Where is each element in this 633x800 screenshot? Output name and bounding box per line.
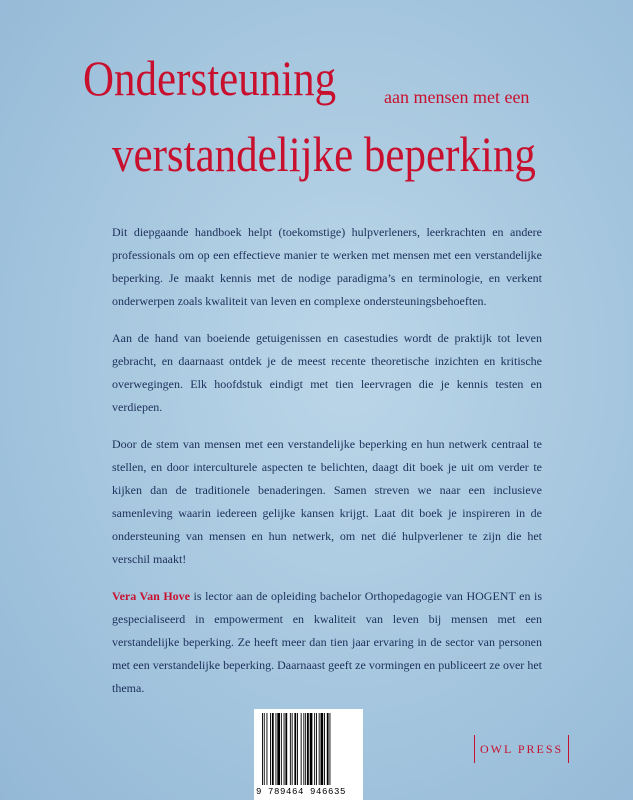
barcode-bar	[272, 713, 274, 785]
barcode-bars	[262, 713, 355, 785]
paragraph-1: Dit diepgaande handboek helpt (toekomstige) hulpverleners, leerkrachten en andere professionals om op een effectieve manier te werken met mensen met een verstandelijke beperking. Je maakt kennis met de nodige paradigma’s en terminologie, en verkent onderwerpen zoals kwaliteit van leven en complexe ondersteuningsbehoeften.	[112, 225, 542, 308]
barcode-bar	[264, 713, 265, 785]
barcode-bar	[301, 713, 302, 785]
barcode-bar	[310, 713, 313, 785]
barcode-bar	[319, 713, 320, 785]
barcode-bar	[316, 713, 317, 785]
barcode-bar	[285, 713, 287, 785]
author-bio-text: is lector aan de opleiding bachelor Orthopedagogie van HOGENT en is gespecialiseerd in empowerment en kwaliteit van leven bij mensen met een verstandelijke beperking. Ze heeft meer dan tien jaar ervaring in de sector van personen met een verstandelijke beperking. Daarnaast geeft ze vormingen en publiceert ze over het thema.	[112, 589, 542, 695]
title-line-1: Ondersteuning	[83, 50, 337, 106]
barcode-bar	[262, 713, 263, 785]
barcode-bar	[277, 713, 280, 785]
barcode-bar	[267, 713, 268, 785]
publisher-logo: OWL PRESS	[474, 735, 569, 763]
title-line-2: verstandelijke beperking	[112, 126, 536, 182]
barcode-bar	[281, 713, 282, 785]
barcode-bar	[321, 713, 324, 785]
barcode-bar	[330, 713, 331, 785]
barcode-bar	[292, 713, 293, 785]
barcode	[254, 709, 363, 800]
paragraph-3: Door de stem van mensen met een verstandelijke beperking en hun netwerk centraal te stellen, en door interculturele aspecten te belichten, daagt dit boek je uit om verder te kijken dan de traditionele benaderingen. Samen streven we naar een inclusieve samenleving waarin iedereen gelijke kansen krijgt. Laat dit boek je inspireren in de ondersteuning van mensen en hun netwerk, om net dié hulpverlener te zijn die het verschil maakt!	[112, 437, 542, 566]
back-cover-text	[112, 221, 542, 714]
barcode-bar	[307, 713, 309, 785]
title-subtitle: aan mensen met een	[384, 87, 530, 107]
barcode-bar	[276, 713, 277, 785]
barcode-bar	[294, 713, 296, 785]
barcode-bar	[324, 713, 325, 785]
barcode-bar	[303, 713, 304, 785]
barcode-bar	[270, 713, 271, 785]
barcode-bar	[284, 713, 285, 785]
isbn-number: 9 789464 946635	[256, 787, 347, 797]
author-name: Vera Van Hove	[112, 589, 190, 603]
paragraph-2: Aan de hand van boeiende getuigenissen en casestudies wordt de praktijk tot leven gebracht, en daarnaast ontdek je de meest recente theoretische inzichten en kritische overwegingen. Elk hoofdstuk eindigt met tien leervragen die je kennis testen en verdiepen.	[112, 331, 542, 414]
barcode-bar	[297, 713, 298, 785]
book-title	[0, 0, 633, 200]
barcode-bar	[314, 713, 315, 785]
barcode-bar	[290, 713, 291, 785]
author-bio	[112, 585, 542, 700]
barcode-bar	[305, 713, 306, 785]
barcode-bar	[327, 713, 329, 785]
